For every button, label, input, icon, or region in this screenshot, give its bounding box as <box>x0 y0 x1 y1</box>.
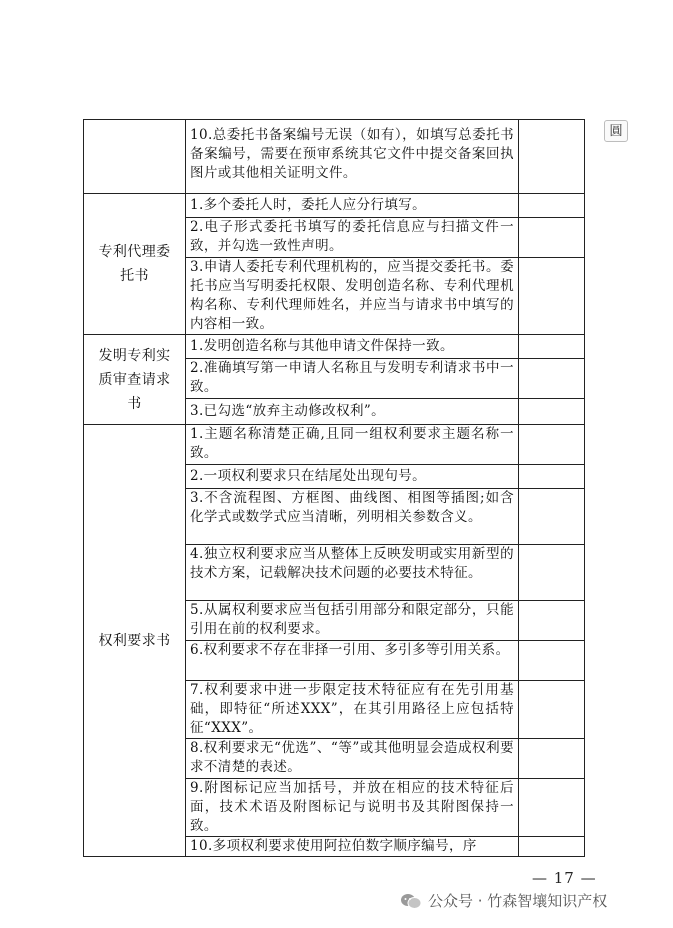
check-cell <box>519 641 585 681</box>
requirement-text: 4.独立权利要求应当从整体上反映发明或实用新型的技术方案，记载解决技术问题的必要技术特征。 <box>190 546 514 581</box>
check-cell <box>519 120 585 194</box>
check-cell <box>519 399 585 425</box>
check-cell <box>519 601 585 641</box>
requirement-cell <box>186 218 519 258</box>
check-cell <box>519 779 585 837</box>
category-cell-empty <box>84 120 186 194</box>
requirements-table <box>83 119 585 857</box>
requirement-cell <box>186 601 519 641</box>
table-row <box>84 120 585 194</box>
category-label: 发明专利实质审查请求书 <box>98 347 171 412</box>
check-cell <box>519 465 585 489</box>
requirement-text: 3.不含流程图、方框图、曲线图、相图等插图;如含化学式或数学式应当清晰，列明相关参数含义。 <box>190 490 514 525</box>
requirement-text: 10.总委托书备案编号无误（如有），如填写总委托书备案编号，需要在预审系统其它文件中提交备案回执图片或其他相关证明文件。 <box>190 127 514 181</box>
check-cell <box>519 837 585 857</box>
category-cell-claims <box>84 425 186 857</box>
requirement-text: 5.从属权利要求应当包括引用部分和限定部分，只能引用在前的权利要求。 <box>190 602 514 637</box>
requirement-text: 1.发明创造名称与其他申请文件保持一致。 <box>190 338 454 354</box>
requirement-text: 9.附图标记应当加括号，并放在相应的技术特征后面，技术术语及附图标记与说明书及其附图保持一致。 <box>190 780 514 834</box>
requirement-cell <box>186 739 519 779</box>
category-cell-request <box>84 335 186 425</box>
side-toolbar-glyph: 圓 <box>609 124 623 139</box>
table-row <box>84 335 585 359</box>
check-cell <box>519 489 585 545</box>
requirement-text: 7.权利要求中进一步限定技术特征应有在先引用基础，即特征“所述XXX”，在其引用路径上应包括特征“XXX”。 <box>190 682 514 736</box>
requirement-text: 10.多项权利要求使用阿拉伯数字顺序编号，序 <box>190 838 477 854</box>
side-toolbar-button[interactable] <box>604 120 628 142</box>
requirement-text: 2.电子形式委托书填写的委托信息应与扫描文件一致，并勾选一致性声明。 <box>190 219 514 254</box>
requirement-text: 3.申请人委托专利代理机构的，应当提交委托书。委托书应当写明委托权限、发明创造名称、专利代理机构名称、专利代理师姓名，并应当与请求书中填写的内容相一致。 <box>190 259 514 332</box>
category-label: 专利代理委托书 <box>98 244 171 284</box>
requirement-cell <box>186 837 519 857</box>
watermark-text: 公众号 · 竹森智壤知识产权 <box>428 892 608 910</box>
check-cell <box>519 359 585 399</box>
table-row <box>84 425 585 465</box>
check-cell <box>519 194 585 218</box>
check-cell <box>519 258 585 335</box>
watermark <box>400 890 607 911</box>
check-cell <box>519 739 585 779</box>
requirement-cell <box>186 545 519 601</box>
requirement-text: 1.主题名称清楚正确,且同一组权利要求主题名称一致。 <box>190 426 514 461</box>
requirement-cell <box>186 681 519 739</box>
requirement-text: 1.多个委托人时，委托人应分行填写。 <box>190 197 427 213</box>
check-cell <box>519 545 585 601</box>
requirement-cell <box>186 779 519 837</box>
requirement-cell <box>186 465 519 489</box>
requirement-text: 2.准确填写第一申请人名称且与发明专利请求书中一致。 <box>190 360 514 395</box>
check-cell <box>519 425 585 465</box>
category-label: 权利要求书 <box>98 632 171 649</box>
requirement-cell <box>186 258 519 335</box>
requirement-text: 3.已勾选“放弃主动修改权利”。 <box>190 403 386 419</box>
wechat-icon <box>400 892 422 910</box>
table-row <box>84 194 585 218</box>
requirement-text: 6.权利要求不存在非择一引用、多引多等引用关系。 <box>190 642 510 658</box>
requirement-cell <box>186 425 519 465</box>
requirement-cell <box>186 489 519 545</box>
requirement-cell <box>186 120 519 194</box>
check-cell <box>519 681 585 739</box>
requirement-cell <box>186 335 519 359</box>
check-cell <box>519 335 585 359</box>
requirement-text: 2.一项权利要求只在结尾处出现句号。 <box>190 468 427 484</box>
requirement-cell <box>186 399 519 425</box>
requirement-cell <box>186 359 519 399</box>
requirement-cell <box>186 194 519 218</box>
requirement-text: 8.权利要求无“优选”、“等”或其他明显会造成权利要求不清楚的表述。 <box>190 740 514 775</box>
page-number: — 17 — <box>532 869 597 887</box>
category-cell-agent <box>84 194 186 335</box>
check-cell <box>519 218 585 258</box>
requirement-cell <box>186 641 519 681</box>
